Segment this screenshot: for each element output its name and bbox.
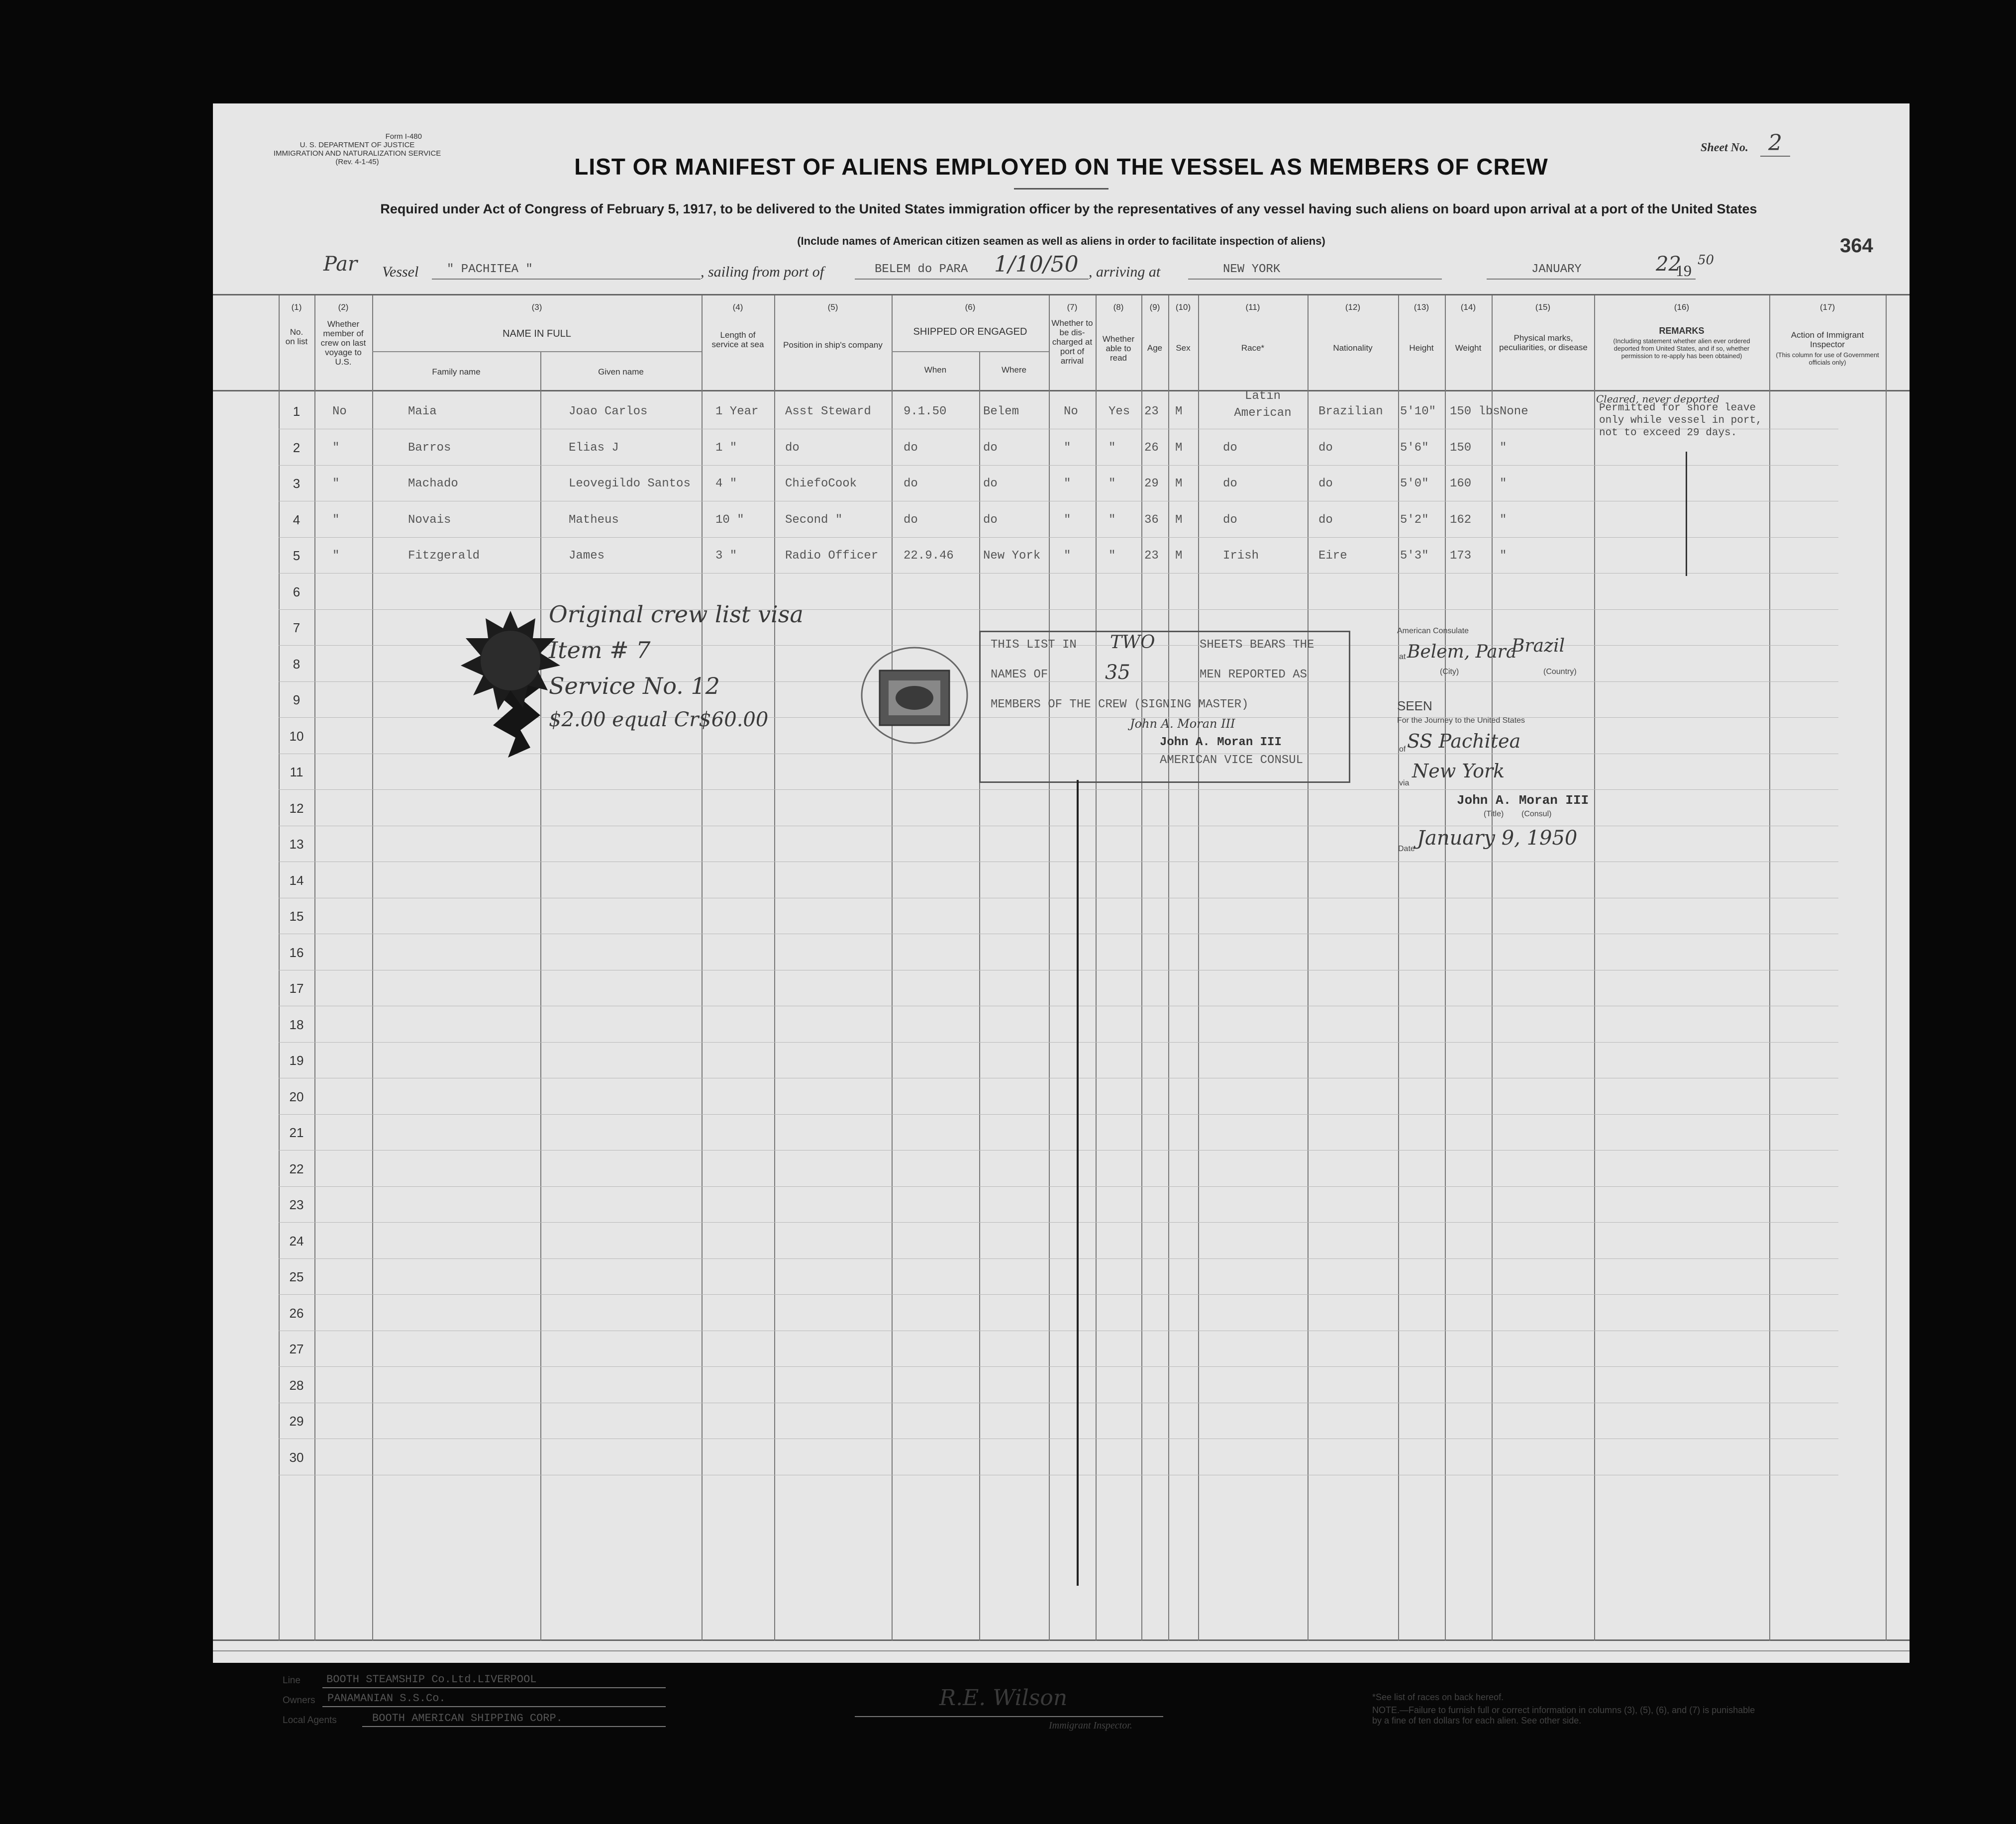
owners-value: PANAMANIAN S.S.Co.	[327, 1692, 446, 1705]
cell-position: Asst Steward	[785, 405, 871, 418]
row-rule	[279, 789, 1838, 790]
inspector-label: Immigrant Inspector.	[1049, 1720, 1132, 1731]
sailing-port: BELEM do PARA	[875, 263, 968, 276]
cell-nationality: do	[1318, 513, 1333, 527]
consul-label: (Consul)	[1521, 810, 1552, 818]
row-rule	[279, 537, 1838, 538]
line-underline	[322, 1687, 666, 1688]
cell-read: "	[1109, 549, 1116, 563]
cell-weight: 173	[1450, 549, 1472, 563]
seen-label: SEEN	[1397, 698, 1432, 713]
certificate-crew-count: 35	[1105, 661, 1130, 684]
cell-read: "	[1109, 513, 1116, 527]
title-label: (Title)	[1484, 810, 1504, 818]
row-number: 5	[293, 548, 301, 563]
voyage-prefix: Par	[323, 253, 358, 276]
certificate-line: SHEETS BEARS THE	[1200, 638, 1314, 652]
column-header-inspector-action: Action of Immigrant Inspector	[1791, 330, 1864, 349]
cell-member: "	[332, 513, 340, 527]
table-footer-rule	[213, 1650, 1910, 1651]
column-header-physical-marks: Physical marks, peculiarities, or disease	[1499, 333, 1588, 352]
column-header-race: Race*	[1241, 343, 1265, 353]
cell-weight: 160	[1450, 477, 1472, 490]
column-header-able-to-read: Whether able to read	[1102, 334, 1135, 363]
row-number: 3	[293, 476, 301, 491]
agents-value: BOOTH AMERICAN SHIPPING CORP.	[372, 1712, 563, 1725]
cell-where: do	[983, 477, 998, 490]
cell-race: Latin American	[1234, 389, 1292, 420]
row-rule	[279, 1258, 1838, 1259]
column-divider	[1141, 295, 1142, 1641]
consulate-label: American Consulate	[1397, 627, 1469, 635]
row-rule	[279, 1186, 1838, 1187]
column-divider	[1308, 295, 1309, 1641]
column-divider	[1049, 295, 1050, 1641]
sailing-label: , sailing from port of	[701, 264, 824, 280]
column-divider	[702, 295, 703, 1641]
cell-where: do	[983, 513, 998, 527]
certificate-line: NAMES OF	[991, 668, 1048, 681]
column-header-where: Where	[1001, 365, 1027, 375]
cell-member: No	[332, 405, 347, 418]
document-subtitle: Required under Act of Congress of February 5, 1917, to be delivered to the United States immigration officer by the representatives of any vessel having such aliens on board upon arrival at a port of the United States	[380, 201, 1757, 216]
consulate-at-label: at	[1399, 653, 1406, 661]
cell-position: Radio Officer	[785, 549, 879, 563]
form-revision: (Rev. 4-1-45)	[335, 158, 379, 166]
cell-height: 5'2"	[1400, 513, 1429, 527]
column-divider	[892, 295, 893, 1641]
column-divider	[1445, 295, 1446, 1641]
certificate-line: MEN REPORTED AS	[1200, 668, 1308, 681]
cell-when: 9.1.50	[904, 405, 947, 418]
row-rule	[279, 1114, 1838, 1115]
column-header-last-voyage: Whether member of crew on last voyage to U.S.	[320, 319, 366, 367]
cell-discharged: "	[1064, 441, 1071, 455]
cell-age: 29	[1144, 477, 1159, 490]
cell-given: Elias J	[569, 441, 619, 455]
row-number: 16	[289, 945, 304, 960]
row-rule	[279, 1294, 1838, 1295]
cell-read: "	[1109, 477, 1116, 490]
visa-date-label: Date	[1398, 845, 1415, 853]
remarks-detail: (Including statement whether alien ever ordered deported from United States, and if so, whether permission to re-apply has been obtained)	[1613, 337, 1750, 360]
sailing-date: 1/10/50	[994, 252, 1079, 277]
row-number: 11	[290, 765, 303, 779]
cell-family: Maia	[408, 405, 437, 418]
column-divider	[1398, 295, 1399, 1641]
column-divider	[314, 295, 315, 1641]
column-number: (14)	[1460, 302, 1476, 312]
cell-position: do	[785, 441, 800, 455]
cell-sex: M	[1175, 477, 1183, 490]
row-number: 12	[289, 800, 304, 816]
row-number: 1	[293, 404, 301, 419]
inspector-underline	[855, 1716, 1163, 1717]
column-number: (17)	[1819, 302, 1835, 312]
cell-family: Barros	[408, 441, 451, 455]
instruction-note: (Include names of American citizen seamen as well as aliens in order to facilitate inspection of aliens)	[797, 235, 1325, 247]
row-number: 13	[289, 837, 304, 852]
cell-age: 36	[1144, 513, 1159, 527]
column-header-position: Position in ship's company	[783, 340, 883, 350]
document-title: LIST OR MANIFEST OF ALIENS EMPLOYED ON THE VESSEL AS MEMBERS OF CREW	[574, 154, 1548, 180]
column-number: (2)	[338, 302, 349, 312]
arriving-label: , arriving at	[1089, 264, 1161, 280]
column-header-shipped: SHIPPED OR ENGAGED	[913, 326, 1027, 337]
row-number: 6	[293, 584, 301, 599]
cell-age: 23	[1144, 405, 1159, 418]
column-number: (3)	[531, 302, 542, 312]
column-number: (7)	[1067, 302, 1078, 312]
cell-family: Fitzgerald	[408, 549, 480, 563]
vessel-label: Vessel	[382, 264, 419, 280]
header-bottom-rule	[213, 390, 1910, 391]
penalty-note: NOTE.—Failure to furnish full or correct information in columns (3), (5), (6), and (7) is punishable by a fine of ten dollars for each alien. See other side.	[1372, 1705, 1755, 1726]
arrival-underline	[1188, 279, 1442, 280]
arrival-month: JANUARY	[1531, 263, 1582, 276]
cell-sex: M	[1175, 549, 1183, 563]
column-divider	[1769, 295, 1770, 1641]
city-label: (City)	[1440, 668, 1459, 676]
column-header-name: NAME IN FULL	[503, 328, 571, 339]
crew-certificate-stamp	[979, 631, 1350, 783]
of-label: of	[1399, 745, 1406, 754]
journey-label: For the Journey to the United States	[1397, 716, 1525, 725]
cell-weight: 150 lbs	[1450, 405, 1500, 418]
sheet-number: 2	[1760, 130, 1790, 157]
cell-marks: "	[1500, 441, 1507, 455]
column-divider	[372, 295, 373, 1641]
column-number: (8)	[1113, 302, 1124, 312]
visa-via: New York	[1412, 760, 1505, 782]
row-rule	[279, 1150, 1838, 1151]
cell-read: "	[1109, 441, 1116, 455]
cell-height: 5'10"	[1400, 405, 1436, 418]
vessel-name: " PACHITEA "	[447, 263, 533, 276]
row-number: 29	[289, 1414, 304, 1429]
row-number: 23	[289, 1197, 304, 1212]
revenue-stamp	[860, 646, 969, 745]
consulate-country: Brazil	[1512, 636, 1565, 656]
column-header-nationality: Nationality	[1333, 343, 1373, 353]
handwritten-visa-line: $2.00 equal Cr$60.00	[549, 708, 769, 731]
arrival-day: 22	[1656, 253, 1681, 276]
column-divider	[1198, 295, 1199, 1641]
inspector-signature: R.E. Wilson	[939, 1685, 1068, 1711]
port-underline	[855, 279, 1089, 280]
row-rule	[279, 1366, 1838, 1367]
column-header-when: When	[924, 365, 947, 375]
row-number: 26	[289, 1305, 304, 1321]
column-divider	[1096, 295, 1097, 1641]
row-number: 10	[289, 728, 304, 744]
line-value: BOOTH STEAMSHIP Co.Ltd.LIVERPOOL	[326, 1673, 537, 1686]
row-number: 30	[289, 1449, 304, 1465]
row-rule	[279, 1222, 1838, 1223]
column-number: (5)	[827, 302, 838, 312]
row-number: 21	[289, 1125, 304, 1140]
row-number: 20	[289, 1089, 304, 1104]
cell-discharged: No	[1064, 405, 1078, 418]
column-number: (11)	[1245, 302, 1260, 312]
cell-service: 4 "	[715, 477, 737, 490]
column-number: (6)	[965, 302, 976, 312]
column-number: (13)	[1413, 302, 1429, 312]
cell-read: Yes	[1109, 405, 1130, 418]
row-rule	[279, 1042, 1838, 1043]
service-name: IMMIGRATION AND NATURALIZATION SERVICE	[273, 149, 441, 158]
cell-where: Belem	[983, 405, 1019, 418]
certificate-line: MEMBERS OF THE CREW (SIGNING MASTER)	[991, 698, 1249, 711]
column-number: (4)	[732, 302, 743, 312]
column-header-height: Height	[1409, 343, 1434, 353]
cell-service: 1 Year	[715, 405, 759, 418]
column-divider	[1168, 295, 1169, 1641]
cell-sex: M	[1175, 441, 1183, 455]
row-rule	[279, 465, 1838, 466]
date-underline	[1487, 279, 1696, 280]
cell-given: Matheus	[569, 513, 619, 527]
row-number: 7	[293, 620, 301, 635]
line-label: Line	[283, 1675, 301, 1686]
agents-label: Local Agents	[283, 1715, 337, 1726]
cell-when: do	[904, 477, 918, 490]
table-bottom-rule	[213, 1639, 1910, 1641]
bracket-note: Cleared, never deported	[1596, 393, 1719, 405]
cell-discharged: "	[1064, 477, 1071, 490]
cell-race: do	[1223, 477, 1237, 490]
column-divider	[540, 352, 541, 1641]
cell-nationality: Brazilian	[1318, 405, 1383, 418]
row-rule	[279, 573, 1838, 574]
cell-service: 1 "	[715, 441, 737, 455]
embossed-seal	[461, 611, 560, 710]
cell-race: do	[1223, 441, 1237, 455]
column-header-list-no: No. on list	[285, 327, 308, 346]
column-divider	[979, 352, 980, 1641]
column-header-sex: Sex	[1176, 343, 1191, 353]
visa-vessel: SS Pachitea	[1407, 730, 1521, 752]
column-divider	[1594, 295, 1595, 1641]
cell-race: do	[1223, 513, 1237, 527]
remarks-bracket-line	[1686, 452, 1687, 576]
cell-where: do	[983, 441, 998, 455]
cell-member: "	[332, 441, 340, 455]
cell-when: 22.9.46	[904, 549, 954, 563]
column-divider	[1492, 295, 1493, 1641]
cell-position: ChiefoCook	[785, 477, 857, 490]
cell-nationality: do	[1318, 477, 1333, 490]
row-number: 19	[289, 1053, 304, 1068]
cell-discharged: "	[1064, 513, 1071, 527]
cell-weight: 150	[1450, 441, 1472, 455]
row-rule	[279, 609, 1838, 610]
shipped-subheader-rule	[892, 351, 1049, 352]
row-number: 28	[289, 1377, 304, 1393]
ink-line	[1077, 780, 1079, 1586]
cell-marks: "	[1500, 513, 1507, 527]
row-number: 17	[289, 981, 304, 996]
cell-race: Irish	[1223, 549, 1259, 563]
vice-consul-signature: John A. Moran III	[1130, 717, 1235, 731]
consul-name: John A. Moran III	[1457, 793, 1589, 808]
column-header-age: Age	[1147, 343, 1163, 353]
owners-label: Owners	[283, 1695, 315, 1706]
column-number: (15)	[1535, 302, 1551, 312]
cell-given: Joao Carlos	[569, 405, 648, 418]
certificate-sheets-count: TWO	[1110, 632, 1155, 653]
year-suffix: 50	[1698, 253, 1714, 268]
column-divider	[279, 295, 280, 1641]
consulate-city: Belem, Para	[1407, 642, 1517, 662]
cell-age: 23	[1144, 549, 1159, 563]
row-1-remarks: Permitted for shore leave only while vessel in port, not to exceed 29 days.	[1599, 402, 1762, 439]
handwritten-visa-line: Original crew list visa	[549, 601, 804, 628]
via-label: via	[1399, 779, 1410, 787]
manifest-sheet	[213, 103, 1910, 1731]
vessel-underline	[432, 279, 701, 280]
cell-marks: None	[1500, 405, 1528, 418]
cell-age: 26	[1144, 441, 1159, 455]
cell-where: New York	[983, 549, 1041, 563]
cell-given: Leovegildo Santos	[569, 477, 691, 490]
races-note: *See list of races on back hereof.	[1372, 1692, 1504, 1702]
cell-nationality: do	[1318, 441, 1333, 455]
owners-underline	[322, 1706, 666, 1707]
row-number: 18	[289, 1017, 304, 1032]
cell-marks: "	[1500, 477, 1507, 490]
column-number: (12)	[1345, 302, 1361, 312]
handwritten-visa-line: Service No. 12	[549, 672, 720, 699]
name-subheader-rule	[372, 351, 702, 352]
column-divider	[1886, 295, 1887, 1641]
arrival-port: NEW YORK	[1223, 263, 1281, 276]
row-number: 4	[293, 512, 301, 527]
row-number: 8	[293, 656, 301, 672]
cell-service: 3 "	[715, 549, 737, 563]
cell-family: Novais	[408, 513, 451, 527]
cell-marks: "	[1500, 549, 1507, 563]
vice-consul-title: AMERICAN VICE CONSUL	[1160, 754, 1304, 767]
cell-member: "	[332, 477, 340, 490]
cell-family: Machado	[408, 477, 458, 490]
handwritten-visa-line: Item # 7	[549, 637, 651, 664]
row-number: 22	[289, 1161, 304, 1176]
table-top-rule	[213, 294, 1910, 295]
column-header-family-name: Family name	[432, 367, 481, 377]
cell-discharged: "	[1064, 549, 1071, 563]
cell-when: do	[904, 441, 918, 455]
column-header-service-length: Length of service at sea	[711, 330, 764, 349]
cell-sex: M	[1175, 513, 1183, 527]
row-number: 25	[289, 1269, 304, 1284]
cell-when: do	[904, 513, 918, 527]
cell-member: "	[332, 549, 340, 563]
country-label: (Country)	[1543, 668, 1577, 676]
sheet-label: Sheet No.	[1701, 141, 1748, 154]
vice-consul-name: John A. Moran III	[1160, 736, 1282, 749]
agents-underline	[362, 1726, 666, 1727]
column-number: (10)	[1175, 302, 1191, 312]
column-divider	[774, 295, 775, 1641]
cell-nationality: Eire	[1318, 549, 1347, 563]
cell-weight: 162	[1450, 513, 1472, 527]
cell-position: Second "	[785, 513, 843, 527]
department-name: U. S. DEPARTMENT OF JUSTICE	[300, 141, 415, 149]
title-underline	[1014, 188, 1109, 190]
row-number: 15	[289, 909, 304, 924]
row-number: 2	[293, 440, 301, 455]
cell-height: 5'6"	[1400, 441, 1429, 455]
certificate-line: THIS LIST IN	[991, 638, 1077, 652]
column-number: (9)	[1149, 302, 1160, 312]
cell-service: 10 "	[715, 513, 744, 527]
column-header-remarks: REMARKS	[1659, 326, 1705, 336]
cell-given: James	[569, 549, 605, 563]
page-number: 364	[1840, 235, 1873, 257]
column-header-discharged: Whether to be dis-charged at port of arrival	[1051, 318, 1093, 366]
cell-height: 5'0"	[1400, 477, 1429, 490]
visa-date: January 9, 1950	[1417, 827, 1578, 850]
column-number: (1)	[291, 302, 302, 312]
row-number: 27	[289, 1342, 304, 1356]
column-header-given-name: Given name	[598, 367, 644, 377]
row-number: 9	[293, 692, 301, 707]
row-number: 14	[289, 872, 304, 888]
year-prefix: 19	[1676, 262, 1692, 280]
column-number: (16)	[1674, 302, 1690, 312]
column-header-weight: Weight	[1455, 343, 1482, 353]
row-number: 24	[289, 1233, 304, 1248]
form-number: Form I-480	[385, 132, 422, 141]
cell-height: 5'3"	[1400, 549, 1429, 563]
cell-sex: M	[1175, 405, 1183, 418]
inspector-action-detail: (This column for use of Government officials only)	[1776, 351, 1879, 366]
